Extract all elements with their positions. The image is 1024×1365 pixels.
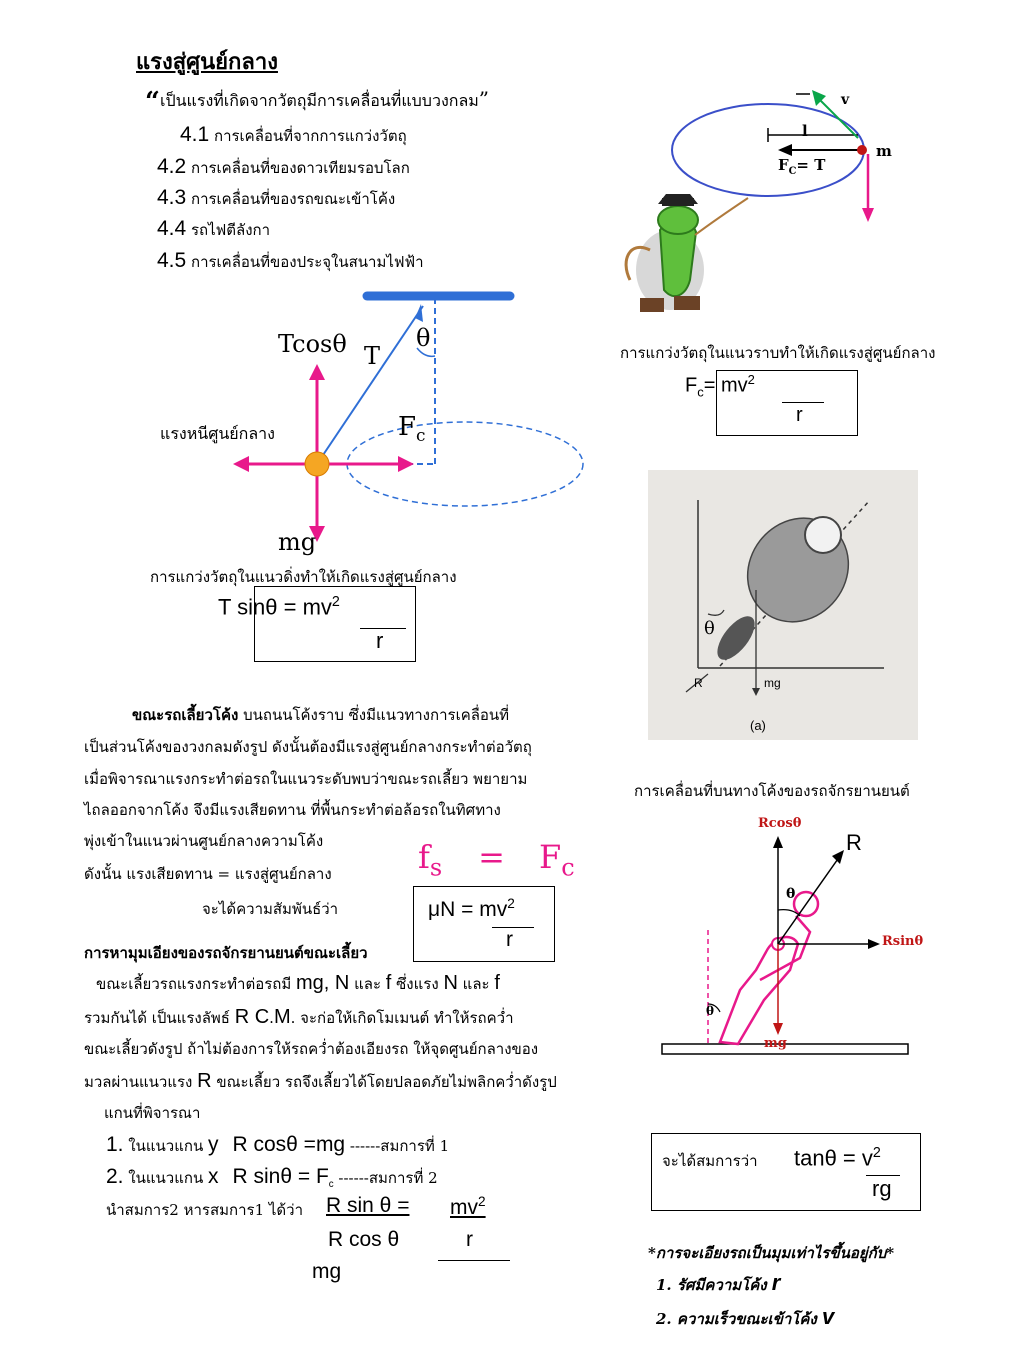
divide-den-right: r: [466, 1228, 473, 1251]
moto-label-r: R: [694, 676, 703, 690]
result-prefix: จะได้สมการว่า: [662, 1152, 758, 1170]
mun-formula-den: r: [506, 928, 513, 951]
swing-label-tcos: Tcosθ: [278, 330, 347, 358]
divide-num-right: $mv^2$: [450, 1194, 486, 1219]
open-quote: “: [145, 87, 160, 117]
swing-label-mg: mg: [278, 528, 317, 556]
lasso-label-fc: $F_C= T$: [778, 156, 826, 177]
mun-formula: $\mu N = mv^2$: [428, 896, 515, 921]
swing-ball: [305, 452, 329, 476]
moto-label-theta: θ: [704, 618, 715, 639]
tilt-line-1: ขณะเลี้ยวรถแรงกระทำต่อรถมี mg, N และ f ซึ่งแรง N และ f: [96, 972, 500, 994]
mass-dot: [857, 145, 867, 155]
example-num: 4.4: [157, 217, 187, 240]
curve-line-6: ดังนั้น แรงเสียดทาน = แรงสู่ศูนย์กลาง: [84, 865, 332, 883]
tilt-heading: การหามุมเอียงของรถจักรยานยนต์ขณะเลี้ยว: [84, 944, 368, 962]
lasso-label-l: l: [802, 122, 808, 140]
motorcycle-drawing: [648, 470, 918, 740]
result-formula: $\tan\theta = v^2$: [794, 1145, 881, 1171]
example-text: การเคลื่อนที่ของรถขณะเข้าโค้ง: [190, 190, 396, 208]
example-text: การเคลื่อนที่จากการแกว่งวัตถุ: [213, 127, 407, 145]
divide-den-bottom: mg: [312, 1260, 342, 1283]
swing-label-centrifugal: แรงหนีศูนย์กลาง: [160, 424, 275, 443]
definition-text: เป็นแรงที่เกิดจากวัตถุมีการเคลื่อนที่แบบวงกลม: [159, 91, 479, 110]
fc-formula: $F_c= mv^2$: [685, 372, 755, 400]
swing-label-t: T: [364, 342, 381, 370]
lasso-label-m: m: [876, 142, 892, 160]
force-label-theta-2: θ: [706, 1004, 715, 1018]
force-label-rsin: Rsinθ: [882, 934, 924, 949]
tilt-line-5: แกนที่พิจารณา: [104, 1104, 201, 1122]
curve-line-4: ไถลออกจากโค้ง จึงมีแรงเสียดทาน ที่พื้นกระทำต่อล้อรถในทิศทาง: [84, 801, 501, 819]
swing-label-theta: θ: [416, 324, 431, 352]
swing-label-fc: $F_c$: [398, 412, 426, 446]
fs-equals-fc: $f_s = F_c$: [418, 838, 575, 882]
tsin-formula-den: r: [376, 628, 384, 653]
depends-item-2: 2. ความเร็วขณะเข้าโค้ง v: [656, 1304, 835, 1329]
fc-formula-den: r: [796, 404, 803, 426]
equation-2: 2. ในแนวแกน x R $\sin\theta = F_c$ ------สมการที่ 2: [106, 1165, 438, 1190]
curve-line-3: เมื่อพิจารณาแรงกระทำต่อรถในแนวระดับพบว่าขณะรถเลี้ยว พยายาม: [84, 770, 528, 788]
curve-line-5: พุ่งเข้าในแนวผ่านศูนย์กลางความโค้ง: [84, 832, 324, 850]
curve-line-2: เป็นส่วนโค้งของวงกลมดังรูป ดังนั้นต้องมีแรงสู่ศูนย์กลางกระทำต่อวัตถุ: [84, 738, 532, 756]
curve-line-1: ขณะรถเลี้ยวโค้ง บนถนนโค้งราบ ซึ่งมีแนวทางการเคลื่อนที่: [132, 706, 510, 724]
example-num: 4.1: [180, 123, 210, 146]
example-num: 4.5: [157, 249, 187, 272]
divide-num-left: R sin θ =: [326, 1194, 410, 1217]
curve-lead: ขณะรถเลี้ยวโค้ง: [132, 706, 239, 724]
force-label-r: R: [846, 830, 862, 855]
equation-1: 1. ในแนวแกน y R cosθ =mg ------สมการที่ 1: [106, 1133, 450, 1156]
close-quote: ”: [478, 87, 490, 111]
example-num: 4.3: [157, 186, 187, 209]
definition: [145, 87, 490, 117]
lasso-caption: การแกว่งวัตถุในแนวราบทำให้เกิดแรงสู่ศูนย์กลาง: [620, 344, 936, 362]
tilt-line-4: มวลผ่านแนวแรง R ขณะเลี้ยว รถจึงเลี้ยวได้โดยปลอดภัยไม่พลิกคว่ำดังรูป: [84, 1070, 557, 1092]
tsin-formula: T $\sin\theta = mv^2$: [218, 594, 340, 620]
tilt-line-2: รวมกันได้ เป็นแรงลัพธ์ R C.M. จะก่อให้เกิดโมเมนต์ ทำให้รถคว่ำ: [84, 1006, 514, 1028]
example-text: การเคลื่อนที่ของดาวเทียมรอบโลก: [190, 159, 410, 177]
example-text: รถไฟตีลังกา: [190, 221, 271, 239]
divide-text: นำสมการ2 หารสมการ1 ได้ว่า: [106, 1201, 304, 1219]
force-diagram: [660, 820, 920, 1060]
moto-caption: การเคลื่อนที่บนทางโค้งของรถจักรยานยนต์: [634, 782, 910, 800]
curve-line-7: จะได้ความสัมพันธ์ว่า: [202, 900, 339, 918]
example-4-3: [157, 187, 395, 210]
page-title: แรงสู่ศูนย์กลาง: [136, 49, 278, 75]
depends-heading: *การจะเอียงรถเป็นมุมเท่าไรขึ้นอยู่กับ*: [648, 1244, 895, 1262]
example-4-2: [157, 156, 410, 179]
force-label-theta: θ: [786, 886, 796, 902]
example-text: การเคลื่อนที่ของประจุในสนามไฟฟ้า: [190, 253, 424, 271]
example-4-4: [157, 218, 270, 241]
force-label-mg: mg: [764, 1036, 787, 1051]
example-4-1: [180, 124, 407, 147]
swing-caption: การแกว่งวัตถุในแนวดิ่งทำให้เกิดแรงสู่ศูนย์กลาง: [150, 568, 457, 586]
example-num: 4.2: [157, 155, 187, 178]
lasso-label-v: v: [841, 92, 850, 108]
divide-den-left: R cos θ: [328, 1228, 400, 1251]
result-den: rg: [872, 1176, 892, 1201]
lasso-diagram: [600, 80, 920, 320]
tilt-line-3: ขณะเลี้ยวดังรูป ถ้าไม่ต้องการให้รถคว่ำต้องเอียงรถ ให้จุดศูนย์กลางของ: [84, 1040, 539, 1058]
moto-label-a: (a): [750, 718, 766, 733]
depends-item-1: 1. รัศมีความโค้ง r: [656, 1270, 781, 1295]
force-label-rcos: Rcosθ: [758, 816, 802, 831]
moto-label-mg: mg: [764, 676, 781, 690]
example-4-5: [157, 250, 424, 273]
